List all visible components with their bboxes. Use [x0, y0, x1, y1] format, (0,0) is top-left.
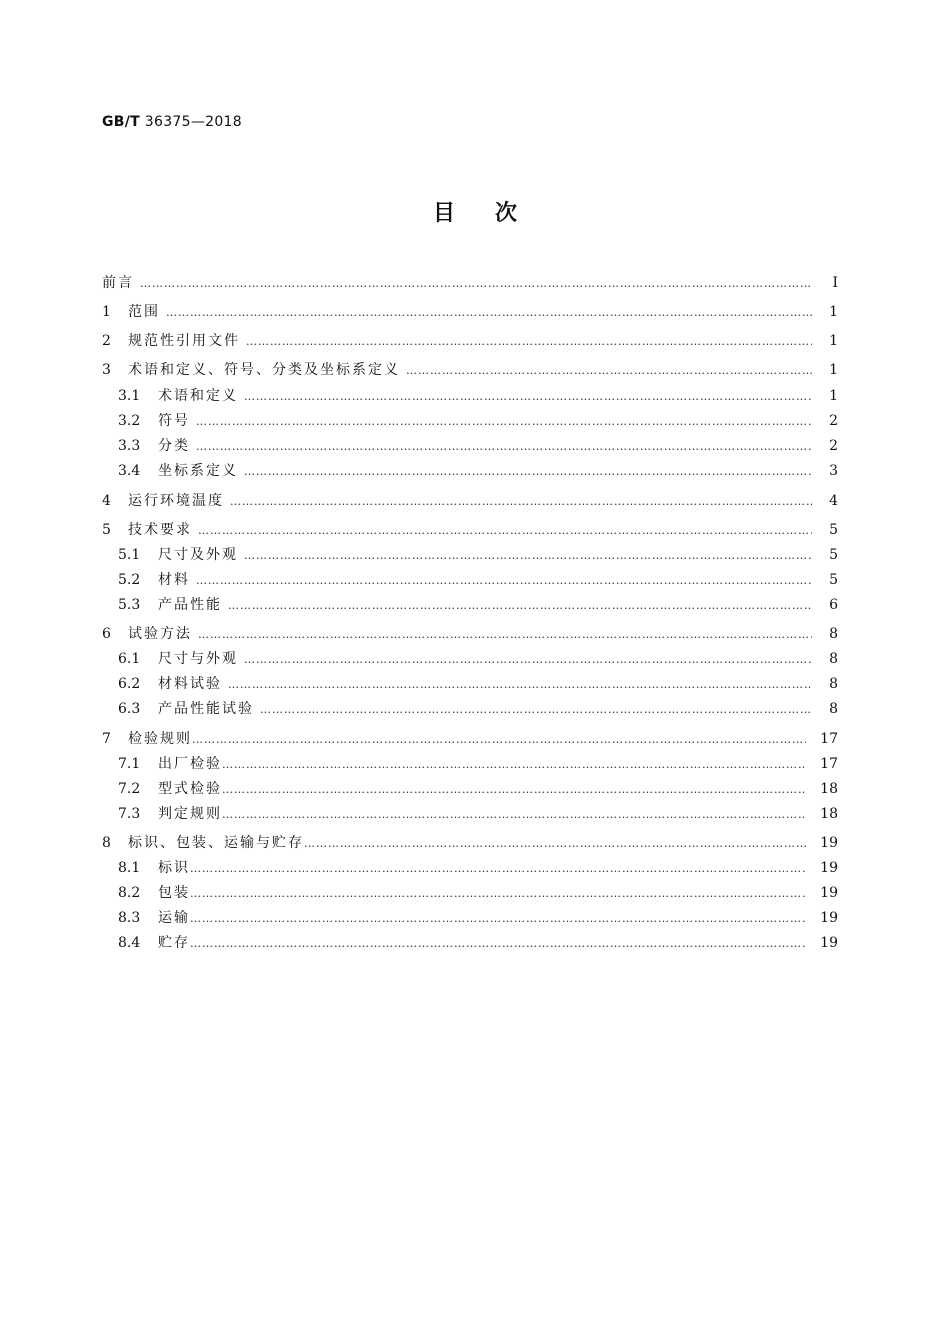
- toc-entry-number: 8: [102, 835, 111, 851]
- toc-entry-label: 出厂检验: [158, 756, 222, 772]
- dot-leader: [406, 360, 812, 382]
- dot-leader: [304, 833, 806, 855]
- toc-entry[interactable]: [102, 519, 838, 541]
- toc-entry-label: 符号: [158, 413, 190, 429]
- toc-entry[interactable]: [118, 569, 838, 591]
- toc-entry-page: 3: [829, 463, 838, 479]
- toc-entry-page: 19: [820, 935, 838, 951]
- toc-entry-page: 1: [829, 304, 838, 320]
- toc-entry-label: 检验规则: [128, 731, 192, 747]
- toc-entry-page: 8: [829, 701, 838, 717]
- toc-entry-number: 3.1: [118, 388, 141, 404]
- toc-entry-label: 坐标系定义: [158, 463, 238, 479]
- dot-leader: [244, 649, 812, 671]
- dot-leader: [222, 779, 806, 801]
- toc-entry-page: 18: [820, 806, 838, 822]
- dot-leader: [190, 883, 806, 905]
- toc-entry-number: 3.2: [118, 413, 141, 429]
- toc-entry-number: 2: [102, 333, 111, 349]
- dot-leader: [198, 624, 812, 646]
- toc-entry-label: 技术要求: [128, 522, 192, 538]
- toc-entry[interactable]: [118, 594, 838, 616]
- toc-entry-number: 7.3: [118, 806, 141, 822]
- doc-prefix: GB/T: [102, 114, 141, 130]
- toc-entry-label: 标识、包装、运输与贮存: [128, 835, 304, 851]
- toc-entry[interactable]: [118, 698, 838, 720]
- toc-entry-label: 前言: [102, 275, 134, 291]
- toc-entry-label: 标识: [158, 860, 190, 876]
- toc-entry-label: 产品性能试验: [158, 701, 254, 717]
- toc-entry[interactable]: [102, 359, 838, 381]
- dot-leader: [190, 933, 806, 955]
- toc-entry[interactable]: [118, 673, 838, 695]
- toc-entry-number: 7: [102, 731, 111, 747]
- dot-leader: [244, 545, 812, 567]
- dot-leader: [190, 908, 806, 930]
- toc-entry-page: 19: [820, 860, 838, 876]
- toc-entry-label: 范围: [128, 304, 160, 320]
- toc-entry-number: 3: [102, 362, 111, 378]
- dot-leader: [196, 411, 812, 433]
- toc-entry-number: 1: [102, 304, 111, 320]
- toc-entry-label: 尺寸及外观: [158, 547, 238, 563]
- toc-entry[interactable]: [102, 728, 838, 750]
- toc-entry[interactable]: [118, 857, 838, 879]
- toc-entry[interactable]: [102, 832, 838, 854]
- toc-entry-page: 5: [829, 547, 838, 563]
- toc-entry-page: 2: [829, 413, 838, 429]
- toc-entry[interactable]: [118, 907, 838, 929]
- toc-entry-page: 8: [829, 626, 838, 642]
- toc-entry-page: 6: [829, 597, 838, 613]
- toc-entry-label: 分类: [158, 438, 190, 454]
- toc-entry-number: 6: [102, 626, 111, 642]
- dot-leader: [228, 674, 812, 696]
- toc-entry[interactable]: [102, 301, 838, 323]
- toc-entry[interactable]: [102, 490, 838, 512]
- toc-entry-page: 17: [820, 731, 838, 747]
- toc-entry[interactable]: [118, 460, 838, 482]
- toc-entry[interactable]: [102, 330, 838, 352]
- dot-leader: [190, 858, 806, 880]
- dot-leader: [244, 386, 812, 408]
- toc-entry-label: 运输: [158, 910, 190, 926]
- toc-entry-label: 术语和定义: [158, 388, 238, 404]
- dot-leader: [230, 491, 812, 513]
- toc-entry[interactable]: [118, 410, 838, 432]
- toc-entry-label: 术语和定义、符号、分类及坐标系定义: [128, 362, 400, 378]
- toc-entry[interactable]: [118, 803, 838, 825]
- toc-entry-page: 8: [829, 676, 838, 692]
- toc-entry-number: 8.1: [118, 860, 141, 876]
- toc-entry[interactable]: [118, 435, 838, 457]
- toc-entry-number: 7.1: [118, 756, 141, 772]
- toc-entry-page: 1: [829, 362, 838, 378]
- dot-leader: [260, 699, 812, 721]
- toc-entry[interactable]: [118, 648, 838, 670]
- toc-entry-label: 产品性能: [158, 597, 222, 613]
- toc-entry-label: 试验方法: [128, 626, 192, 642]
- toc-entry-number: 6.2: [118, 676, 141, 692]
- dot-leader: [140, 273, 812, 295]
- toc-entry-page: Ⅰ: [832, 275, 838, 291]
- toc-entry-number: 5.3: [118, 597, 141, 613]
- dot-leader: [228, 595, 812, 617]
- toc-entry-number: 8.2: [118, 885, 141, 901]
- toc-entry-number: 6.3: [118, 701, 141, 717]
- toc-entry-number: 3.4: [118, 463, 141, 479]
- toc-entry-page: 19: [820, 835, 838, 851]
- toc-entry-page: 2: [829, 438, 838, 454]
- toc-entry-number: 5: [102, 522, 111, 538]
- dot-leader: [222, 804, 806, 826]
- toc-entry-page: 19: [820, 885, 838, 901]
- toc-entry-number: 8.3: [118, 910, 141, 926]
- toc-entry-number: 3.3: [118, 438, 141, 454]
- toc-entry-label: 贮存: [158, 935, 190, 951]
- toc-entry-page: 19: [820, 910, 838, 926]
- toc-entry[interactable]: [118, 385, 838, 407]
- toc-entry-label: 规范性引用文件: [128, 333, 240, 349]
- toc-entry-page: 1: [829, 388, 838, 404]
- toc-entry-label: 运行环境温度: [128, 493, 224, 509]
- toc-entry-label: 材料试验: [158, 676, 222, 692]
- toc-entry-label: 型式检验: [158, 781, 222, 797]
- toc-entry-number: 7.2: [118, 781, 141, 797]
- toc-entry-label: 尺寸与外观: [158, 651, 238, 667]
- toc-title: 目次: [432, 201, 557, 226]
- document-code: [102, 114, 242, 130]
- dot-leader: [166, 302, 812, 324]
- toc-entry-number: 5.1: [118, 547, 141, 563]
- toc-entry-number: 8.4: [118, 935, 141, 951]
- toc-entry-page: 5: [829, 572, 838, 588]
- toc-entry-label: 材料: [158, 572, 190, 588]
- toc-entry-number: 5.2: [118, 572, 141, 588]
- dot-leader: [244, 461, 812, 483]
- toc-entry[interactable]: [102, 272, 838, 294]
- dot-leader: [192, 729, 806, 751]
- toc-entry[interactable]: [118, 882, 838, 904]
- toc-entry-label: 判定规则: [158, 806, 222, 822]
- dot-leader: [196, 436, 812, 458]
- toc-entry[interactable]: [118, 932, 838, 954]
- dot-leader: [198, 520, 812, 542]
- toc-entry[interactable]: [118, 753, 838, 775]
- toc-entry-page: 8: [829, 651, 838, 667]
- dot-leader: [222, 754, 806, 776]
- toc-entry[interactable]: [118, 778, 838, 800]
- doc-number: 36375—2018: [144, 114, 242, 130]
- toc-entry-page: 17: [820, 756, 838, 772]
- toc-entry-label: 包装: [158, 885, 190, 901]
- toc-entry[interactable]: [102, 623, 838, 645]
- toc-entry-number: 4: [102, 493, 111, 509]
- toc-entry-number: 6.1: [118, 651, 141, 667]
- toc-entry-page: 18: [820, 781, 838, 797]
- toc-entry-page: 4: [829, 493, 838, 509]
- dot-leader: [196, 570, 812, 592]
- toc-entry-page: 1: [829, 333, 838, 349]
- toc-entry[interactable]: [118, 544, 838, 566]
- toc-entry-page: 5: [829, 522, 838, 538]
- dot-leader: [246, 331, 812, 353]
